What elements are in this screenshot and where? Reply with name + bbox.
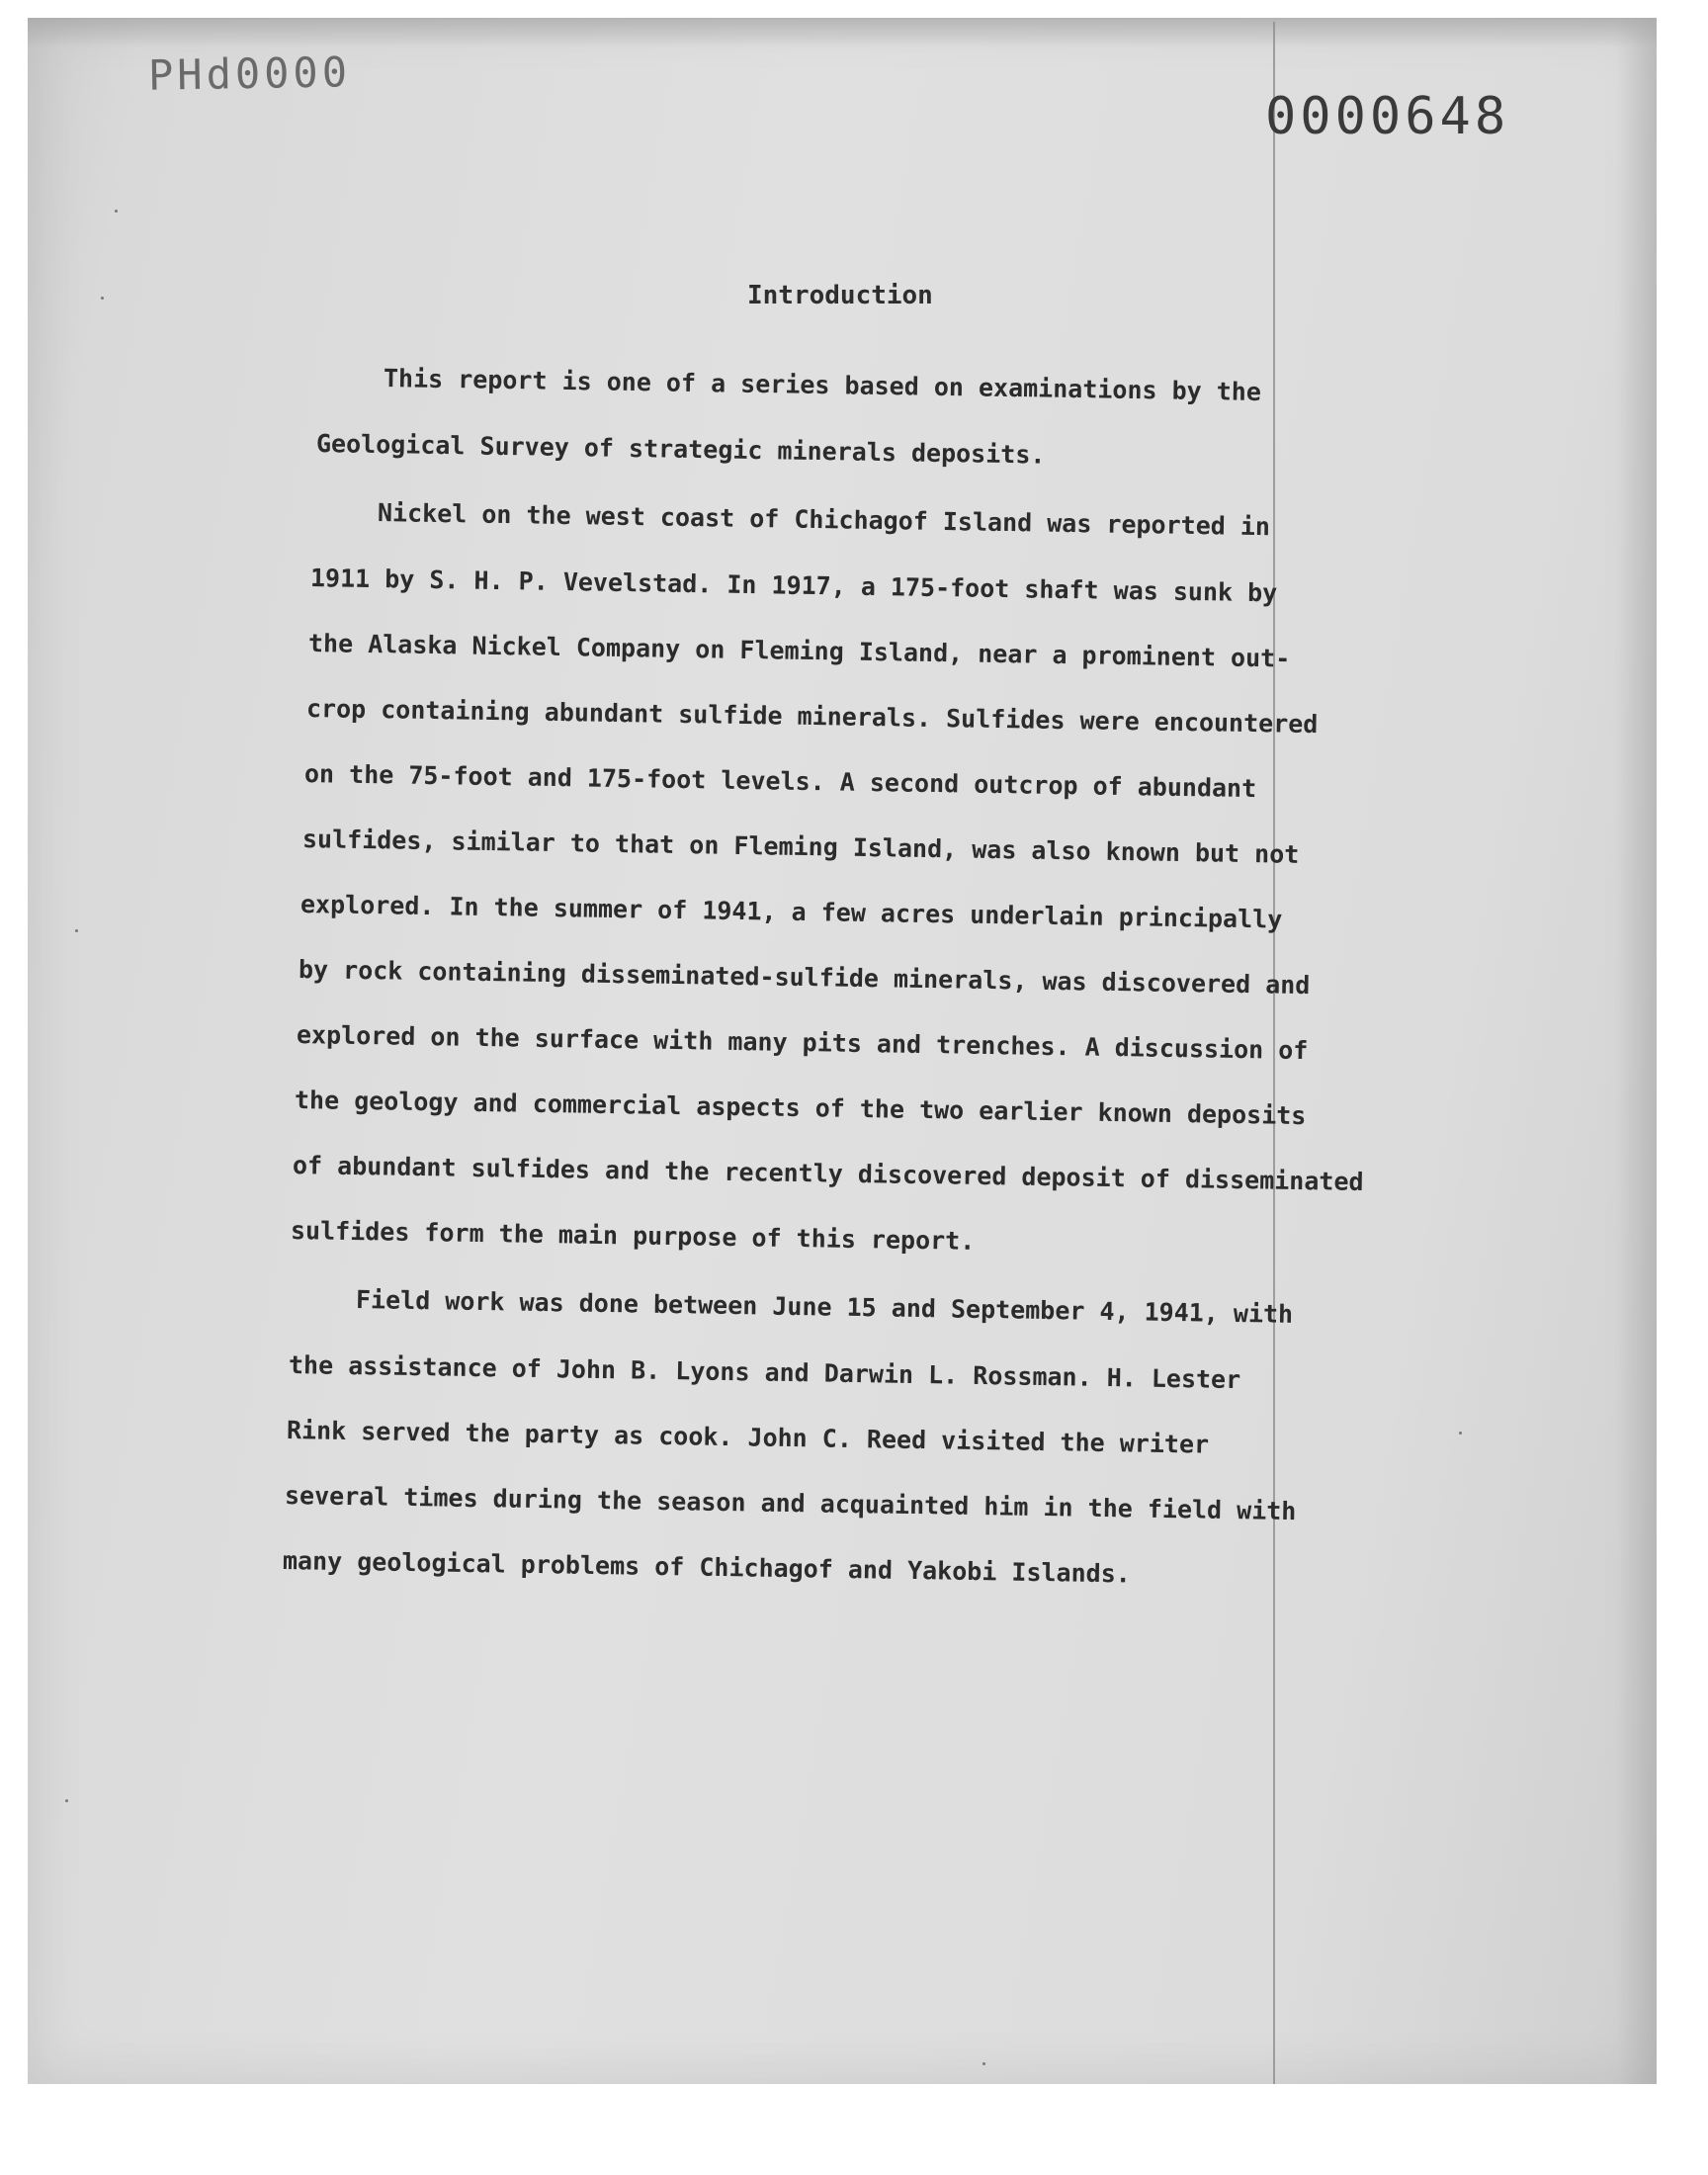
- paragraph-line: crop containing abundant sulfide minerals. Sulfides were encountered: [305, 694, 1319, 740]
- paragraph-line: many geological problems of Chichagof and Yakobi Islands.: [282, 1546, 1132, 1589]
- paragraph-line: Rink served the party as cook. John C. Reed visited the writer: [286, 1416, 1210, 1459]
- paragraph-line: by rock containing disseminated-sulfide minerals, was discovered and: [298, 955, 1311, 1000]
- paragraph-line: sulfides form the main purpose of this report.: [290, 1216, 976, 1256]
- scan-speck: [115, 210, 118, 213]
- paragraph-line: the Alaska Nickel Company on Fleming Island, near a prominent out-: [307, 629, 1291, 673]
- paragraph-line: the geology and commercial aspects of the two earlier known deposits: [294, 1086, 1307, 1131]
- paragraph-line: the assistance of John B. Lyons and Darwin L. Rossman. H. Lester: [288, 1350, 1241, 1395]
- scan-speck: [982, 2062, 985, 2065]
- paragraph-line: Geological Survey of strategic minerals deposits.: [315, 429, 1046, 470]
- paragraph-line: several times during the season and acquainted him in the field with: [284, 1481, 1297, 1526]
- section-title: Introduction: [747, 281, 933, 310]
- paragraph-line: explored. In the summer of 1941, a few acres underlain principally: [299, 890, 1283, 934]
- paragraph-line: of abundant sulfides and the recently discovered deposit of disseminated: [292, 1151, 1364, 1197]
- paragraph-line: explored on the surface with many pits and trenches. A discussion of: [296, 1020, 1309, 1066]
- page-right-shadow: [1617, 18, 1657, 2084]
- scan-speck: [75, 929, 78, 932]
- scan-speck: [101, 297, 104, 300]
- paragraph-line: 1911 by S. H. P. Vevelstad. In 1917, a 175-foot shaft was sunk by: [309, 564, 1278, 608]
- paragraph-line: sulfides, similar to that on Fleming Island, was also known but not: [301, 825, 1300, 869]
- scan-speck: [65, 1799, 68, 1802]
- page-number-stamp: 0000648: [1265, 87, 1510, 146]
- paragraph-line: This report is one of a series based on examinations by the: [383, 364, 1262, 406]
- scan-speck: [1459, 1432, 1462, 1435]
- paragraph-line: Field work was done between June 15 and September 4, 1941, with: [355, 1285, 1294, 1329]
- paragraph-line: Nickel on the west coast of Chichagof Island was reported in: [377, 498, 1271, 542]
- page-top-shadow: [28, 18, 1657, 47]
- paragraph-line: on the 75-foot and 175-foot levels. A second outcrop of abundant: [303, 759, 1257, 804]
- document-stamp-left: PHd0000: [147, 47, 352, 100]
